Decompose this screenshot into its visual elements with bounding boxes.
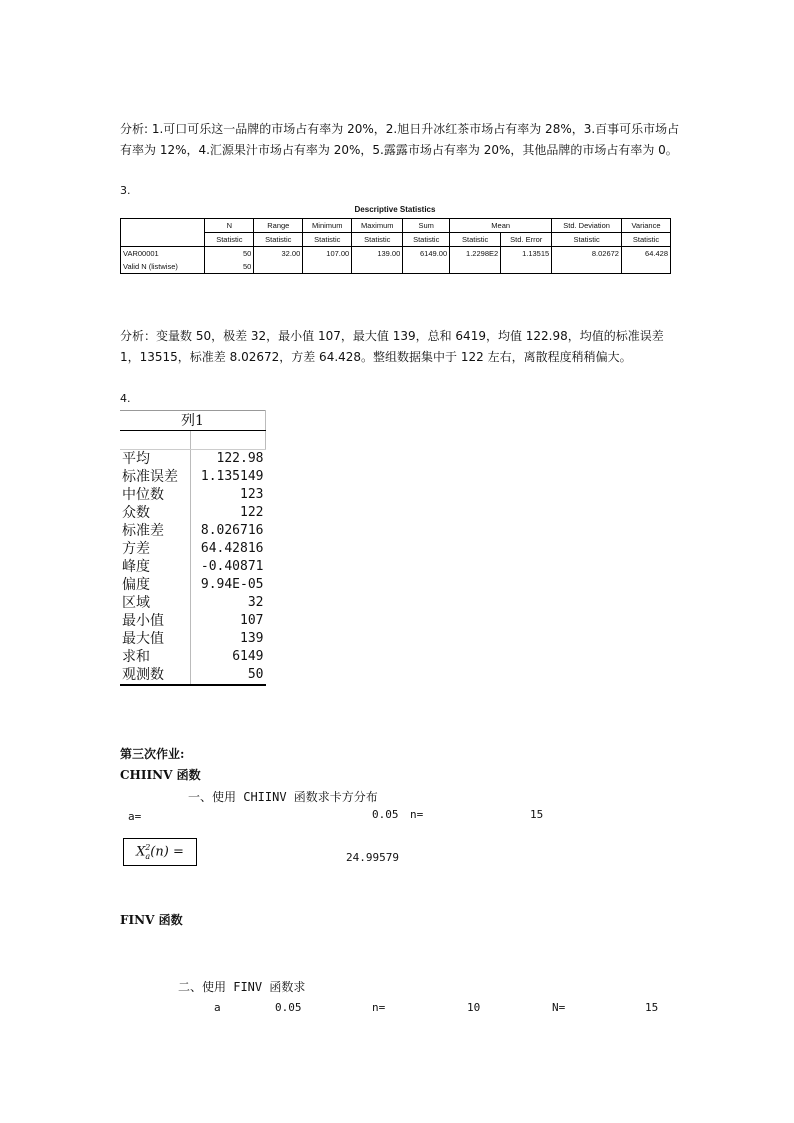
stat-value: 50 [191, 666, 266, 685]
analysis-paragraph-1: 分析: 1.可口可乐这一品牌的市场占有率为 20%，2.旭日升冰红茶市场占有率为 28%，3.百事可乐市场占有率为 12%，4.汇源果汁市场占有率为 20%，5.露露市场占有率为 20%，其他品牌的市场占有率为 0。 [120, 122, 680, 157]
cell [303, 260, 352, 274]
stat-value: 123 [191, 486, 266, 504]
stat-label: 求和 [122, 649, 150, 665]
finv-title: FINV 函数 [120, 913, 183, 927]
stat-value: 32 [191, 594, 266, 612]
analysis-paragraph-2: 分析：变量数 50，极差 32，最小值 107，最大值 139，总和 6419，均值 122.98，均值的标准误差 1，13515，标准差 8.02672，方差 64.428。整组数据集中于 122 左右，离散程度稍稍偏大。 [120, 329, 664, 364]
chiinv-result: 24.99579 [346, 851, 399, 864]
stat-label: 标准误差 [122, 469, 178, 485]
sub-header: Statistic [303, 233, 352, 247]
excel-header: 列1 [120, 411, 266, 431]
stat-label: 中位数 [122, 487, 164, 503]
stat-label: 峰度 [122, 559, 150, 575]
cell: 139.00 [352, 247, 403, 261]
cell: 8.02672 [552, 247, 622, 261]
stat-value: 1.135149 [191, 468, 266, 486]
stat-value: 9.94E-05 [191, 576, 266, 594]
stat-value: 107 [191, 612, 266, 630]
row-label: Valid N (listwise) [121, 260, 205, 274]
blank-cell [120, 431, 191, 450]
desc-stats-subheader-row [121, 233, 671, 247]
desc-stats-table [120, 218, 671, 274]
table-row [120, 504, 266, 522]
sub-header: Statistic [403, 233, 450, 247]
chiinv-n-label: n= [410, 808, 424, 821]
cell [403, 260, 450, 274]
cell [552, 260, 622, 274]
col-header: Std. Deviation [552, 219, 622, 233]
table-row [121, 260, 671, 274]
table-row [120, 450, 266, 469]
table-row [120, 630, 266, 648]
section-3-label: 3. [120, 184, 131, 197]
table-corner [121, 219, 205, 233]
table-row [120, 576, 266, 594]
cell: 50 [205, 247, 254, 261]
table-row [120, 522, 266, 540]
stat-value: 122.98 [191, 450, 266, 469]
stat-label: 方差 [122, 541, 150, 557]
finv-n-value: 10 [467, 1001, 481, 1014]
finv-n-label: n= [372, 1001, 386, 1014]
stat-label: 众数 [122, 505, 150, 521]
stat-label: 观测数 [122, 667, 164, 683]
cell: 107.00 [303, 247, 352, 261]
table-row [120, 648, 266, 666]
cell [450, 260, 501, 274]
finv-subtitle: 二、使用 FINV 函数求 [178, 980, 306, 994]
cell: 64.428 [621, 247, 670, 261]
table-row [121, 247, 671, 261]
stat-value: 122 [191, 504, 266, 522]
stat-label: 最小值 [122, 613, 164, 629]
sub-header: Statistic [205, 233, 254, 247]
cell [254, 260, 303, 274]
table-row [120, 666, 266, 685]
finv-a-value: 0.05 [275, 1001, 302, 1014]
col-header: Mean [450, 219, 552, 233]
excel-blank-row [120, 431, 266, 450]
sub-header: Statistic [450, 233, 501, 247]
table-corner [121, 233, 205, 247]
stat-value: 64.42816 [191, 540, 266, 558]
cell: 32.00 [254, 247, 303, 261]
finv-N-value: 15 [645, 1001, 659, 1014]
cell: 1.2298E2 [450, 247, 501, 261]
table-row [120, 468, 266, 486]
stat-value: 8.026716 [191, 522, 266, 540]
table-row [120, 612, 266, 630]
table-row [120, 540, 266, 558]
stat-label: 平均 [122, 451, 150, 467]
sub-header: Statistic [352, 233, 403, 247]
stat-label: 标准差 [122, 523, 164, 539]
row-label: VAR00001 [121, 247, 205, 261]
cell: 50 [205, 260, 254, 274]
section-4-label: 4. [120, 392, 131, 405]
stat-label: 偏度 [122, 577, 150, 593]
stat-value: -0.40871 [191, 558, 266, 576]
col-header: Maximum [352, 219, 403, 233]
col-header: Variance [621, 219, 670, 233]
table-row [120, 558, 266, 576]
blank-cell [191, 431, 266, 450]
cell [352, 260, 403, 274]
col-header: Minimum [303, 219, 352, 233]
chiinv-n-value: 15 [530, 808, 544, 821]
stat-label: 区域 [122, 595, 150, 611]
table-row [120, 594, 266, 612]
table-row [120, 486, 266, 504]
chiinv-title: CHIINV 函数 [120, 768, 201, 782]
excel-header-row [120, 411, 266, 431]
stat-value: 139 [191, 630, 266, 648]
chiinv-a-value: 0.05 [372, 808, 399, 821]
chiinv-a-label: a= [128, 810, 142, 823]
sub-header: Statistic [621, 233, 670, 247]
desc-stats-title: Descriptive Statistics [354, 205, 436, 214]
stat-value: 6149 [191, 648, 266, 666]
cell: 1.13515 [501, 247, 552, 261]
finv-N-label: N= [552, 1001, 566, 1014]
chiinv-subtitle: 一、使用 CHIINV 函数求卡方分布 [188, 790, 378, 804]
sub-header: Statistic [552, 233, 622, 247]
homework-3-title: 第三次作业: [120, 747, 185, 761]
sub-header: Std. Error [501, 233, 552, 247]
col-header: Sum [403, 219, 450, 233]
col-header: Range [254, 219, 303, 233]
col-header: N [205, 219, 254, 233]
finv-a-label: a [214, 1001, 221, 1014]
excel-summary-table [120, 410, 266, 686]
cell [501, 260, 552, 274]
chi-square-formula [123, 838, 197, 866]
cell [621, 260, 670, 274]
formula-glyph: $X_a^2(n)$ = [136, 843, 184, 861]
cell: 6149.00 [403, 247, 450, 261]
sub-header: Statistic [254, 233, 303, 247]
stat-label: 最大值 [122, 631, 164, 647]
desc-stats-header-row [121, 219, 671, 233]
